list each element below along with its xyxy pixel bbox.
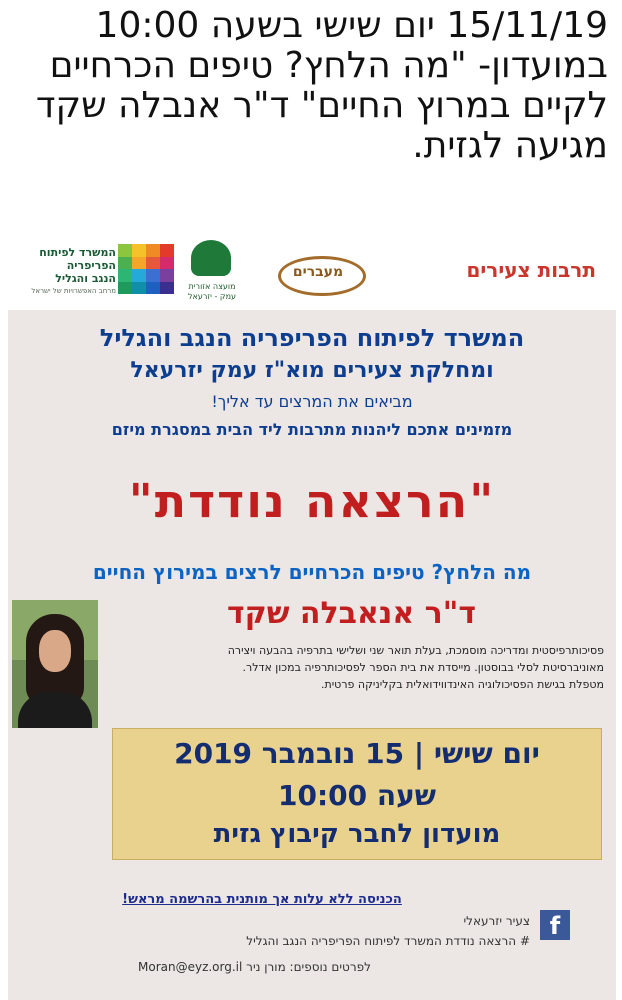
photo-face	[39, 630, 71, 672]
color-grid-cell	[146, 282, 160, 295]
maavarim-logo-text: מעברים	[292, 264, 344, 280]
post-line: מגיעה לגזית.	[412, 125, 608, 166]
color-grid-cell	[146, 244, 160, 257]
color-grid-cell	[146, 257, 160, 270]
maavarim-logo	[273, 242, 363, 302]
event-title: "הרצאה נודדת"	[128, 474, 496, 528]
speaker-photo	[12, 600, 98, 728]
bio-line: מטפלת בגישת הפסיכולוגיה האינדווידואלית בקליניקה פרטית.	[321, 678, 604, 691]
event-details-box	[112, 728, 602, 860]
color-grid-cell	[118, 257, 132, 270]
color-grid-icon	[118, 244, 174, 294]
color-grid-cell	[160, 282, 174, 295]
registration-notice: הכניסה ללא עלות אך מותנית בהרשמה מראש!	[122, 892, 402, 907]
header-tagline: מביאים את המרצים עד אליך!	[211, 392, 413, 411]
post-line: במועדון- "מה הלחץ? טיפים הכרחיים	[49, 45, 608, 86]
post-text	[0, 0, 622, 210]
facebook-page-name: צעיר יזרעאלי	[463, 914, 530, 928]
event-place: מועדון לחבר קיבוץ גזית	[213, 819, 501, 849]
color-grid-cell	[118, 269, 132, 282]
lecture-subtitle: מה הלחץ? טיפים הכרחיים לרצים במירוץ החיים	[92, 560, 532, 584]
ministry-sub: מרחב האפשרויות של ישראל	[31, 287, 116, 295]
color-grid-cell	[146, 269, 160, 282]
color-grid-cell	[132, 282, 146, 295]
bio-line: פסיכותרפיסטית ומדריכה מוסמכת, בעלת תואר שני ושלישי בתרפיה בהבעה ויצירה	[227, 644, 604, 657]
post-line: לקיים במרוץ החיים" ד"ר אנבלה שקד	[35, 85, 608, 126]
ministry-line: הפריפריה	[66, 259, 116, 272]
speaker-name: ד"ר אנאבלה שקד	[226, 596, 476, 631]
leaf-icon	[191, 240, 231, 276]
header-ministry: המשרד לפיתוח הפריפריה הנגב והגליל	[99, 324, 525, 352]
logo-bar	[8, 222, 616, 310]
event-time: שעה 10:00	[277, 779, 436, 812]
contact-info: לפרטים נוספים: מורן ניר Moran@eyz.org.il	[138, 960, 371, 974]
event-date: יום שישי | 15 נובמבר 2019	[174, 737, 540, 770]
facebook-icon: f	[540, 910, 570, 940]
event-flyer-image[interactable]	[8, 222, 616, 1000]
color-grid-cell	[160, 244, 174, 257]
council-logo	[183, 240, 241, 304]
color-grid-cell	[118, 282, 132, 295]
tarbut-logo: תרבות צעירים	[466, 258, 596, 282]
ministry-logo-text	[16, 246, 116, 298]
color-grid-cell	[132, 257, 146, 270]
color-grid-cell	[160, 269, 174, 282]
post-line: 15/11/19 יום שישי בשעה 10:00	[95, 5, 608, 46]
header-invite: מזמינים אתכם ליהנות מתרבות ליד הבית במסגרת מיזם	[111, 420, 513, 439]
speaker-bio	[106, 642, 604, 693]
council-logo-caption: מועצה אזורית עמק - יזרעאל	[187, 282, 237, 301]
color-grid-cell	[160, 257, 174, 270]
ministry-line: הנגב והגליל	[55, 272, 116, 285]
color-grid-cell	[118, 244, 132, 257]
color-grid-cell	[132, 269, 146, 282]
hashtag-text: # הרצאה נודדת המשרד לפיתוח הפריפריה הנגב והגליל	[246, 934, 530, 948]
ministry-line: המשרד לפיתוח	[39, 246, 116, 259]
header-department: ומחלקת צעירים מוא"ז עמק יזרעאל	[130, 358, 494, 383]
color-grid-cell	[132, 244, 146, 257]
ministry-logo	[16, 244, 186, 300]
separator	[0, 210, 622, 220]
bio-line: מאוניברסיטת לסלי בבוסטון. מייסדת את בית הספר לפסיכותרפיה במכון אדלר.	[242, 661, 604, 674]
